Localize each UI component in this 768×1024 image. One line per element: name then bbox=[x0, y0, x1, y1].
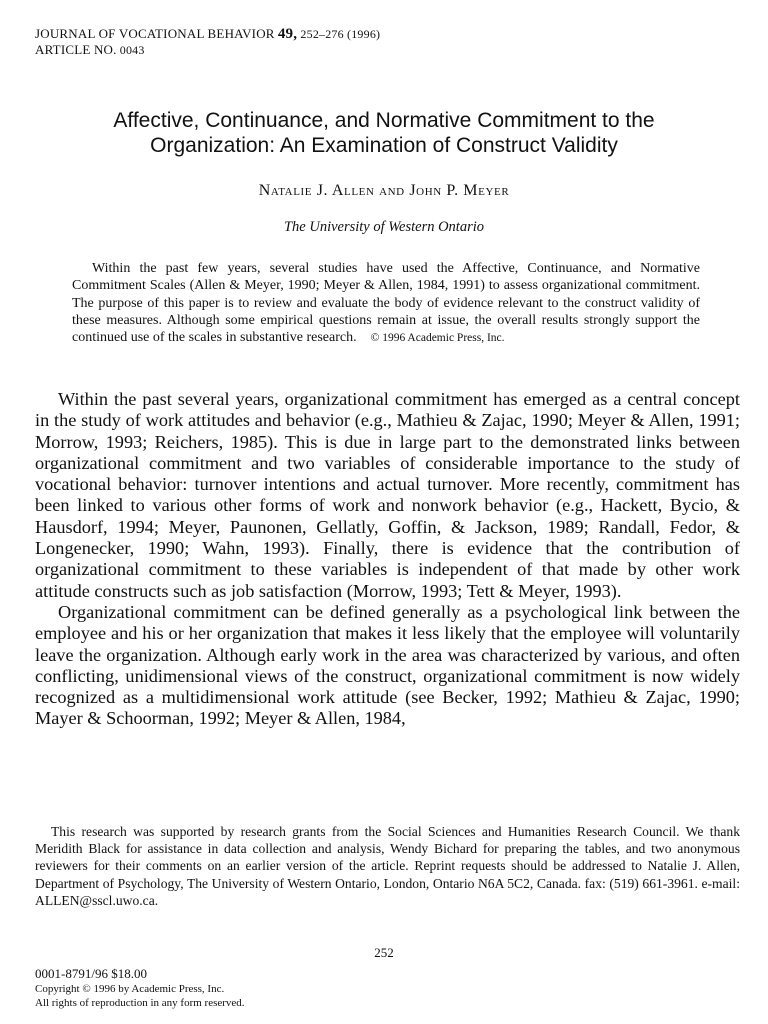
journal-pages-year: 252–276 (1996) bbox=[300, 27, 381, 41]
article-title bbox=[20, 108, 748, 158]
imprint bbox=[35, 966, 245, 1010]
rights-statement: All rights of reproduction in any form reserved. bbox=[35, 997, 245, 1009]
article-number: 0043 bbox=[119, 43, 145, 57]
body-paragraph-1: Within the past several years, organizational commitment has emerged as a central concept in the study of work attitudes and behavior (e.g., Mathieu & Zajac, 1990; Meyer & Allen, 1991; Morrow, 1993; Reichers, 1985). This is due in large part to the demonstrated links between organizational commitment and two variables of considerable importance to the study of vocational behavior: turnover intentions and actual turnover. More recently, commitment has been linked to various other forms of work and nonwork behavior (e.g., Hackett, Bycio, & Hausdorf, 1994; Meyer, Paunonen, Gellatly, Goffin, & Jackson, 1989; Randall, Fedor, & Longenecker, 1990; Wahn, 1993). Finally, there is evidence that the contribution of organizational commitment to these variables is independent of that made by other work attitude constructs such as job satisfaction (Morrow, 1993; Tett & Meyer, 1993). bbox=[35, 389, 740, 601]
body-paragraph-2: Organizational commitment can be defined generally as a psychological link between the employee and his or her organization that makes it less likely that the employee will voluntarily leave the organization. Although early work in the area was characterized by various, and often conflicting, unidimensional views of the construct, organizational commitment is now widely recognized as a multidimensional work attitude (see Becker, 1992; Mathieu & Zajac, 1990; Mayer & Schoorman, 1992; Meyer & Allen, 1984, bbox=[35, 601, 740, 729]
page-number: 252 bbox=[374, 945, 394, 960]
title-line-2: Organization: An Examination of Construct Validity bbox=[150, 134, 618, 157]
footnote-text: This research was supported by research grants from the Social Sciences and Humanities Research Council. We thank Meridith Black for assistance in data collection and analysis, Wendy Bichard for preparing the tables, and two anonymous reviewers for their comments on an earlier version of the article. Reprint requests should be addressed to Natalie J. Allen, Department of Psychology, The University of Western Ontario, London, Ontario N6A 5C2, Canada. fax: (519) 661-3961. e-mail: ALLEN@sscl.uwo.ca. bbox=[35, 824, 740, 908]
footnote bbox=[35, 823, 740, 909]
article-number-line bbox=[35, 42, 380, 58]
journal-volume: 49, bbox=[277, 26, 298, 42]
abstract-copyright: © 1996 Academic Press, Inc. bbox=[370, 332, 505, 345]
abstract-text: Within the past few years, several studies have used the Affective, Continuance, and Normative Commitment Scales (Allen & Meyer, 1990; Meyer & Allen, 1984, 1991) to assess organizational commitment. The purpose of this paper is to review and evaluate the body of evidence relevant to the construct validity of these measures. Although some empirical questions remain at issue, the overall results strongly support the continued use of the scales in substantive research. bbox=[72, 261, 700, 346]
issn-price: 0001-8791/96 $18.00 bbox=[35, 966, 147, 981]
journal-name: JOURNAL OF VOCATIONAL BEHAVIOR bbox=[35, 26, 275, 41]
article-body bbox=[35, 389, 740, 730]
abstract bbox=[72, 260, 700, 347]
publisher-copyright: Copyright © 1996 by Academic Press, Inc. bbox=[35, 983, 225, 995]
journal-citation-line bbox=[35, 26, 380, 42]
article-authors: Natalie J. Allen and John P. Meyer bbox=[258, 182, 510, 199]
journal-header bbox=[35, 26, 380, 58]
title-line-1: Affective, Continuance, and Normative Commitment to the bbox=[113, 109, 655, 132]
author-affiliation: The University of Western Ontario bbox=[283, 219, 485, 235]
article-label: ARTICLE NO. bbox=[35, 42, 117, 57]
